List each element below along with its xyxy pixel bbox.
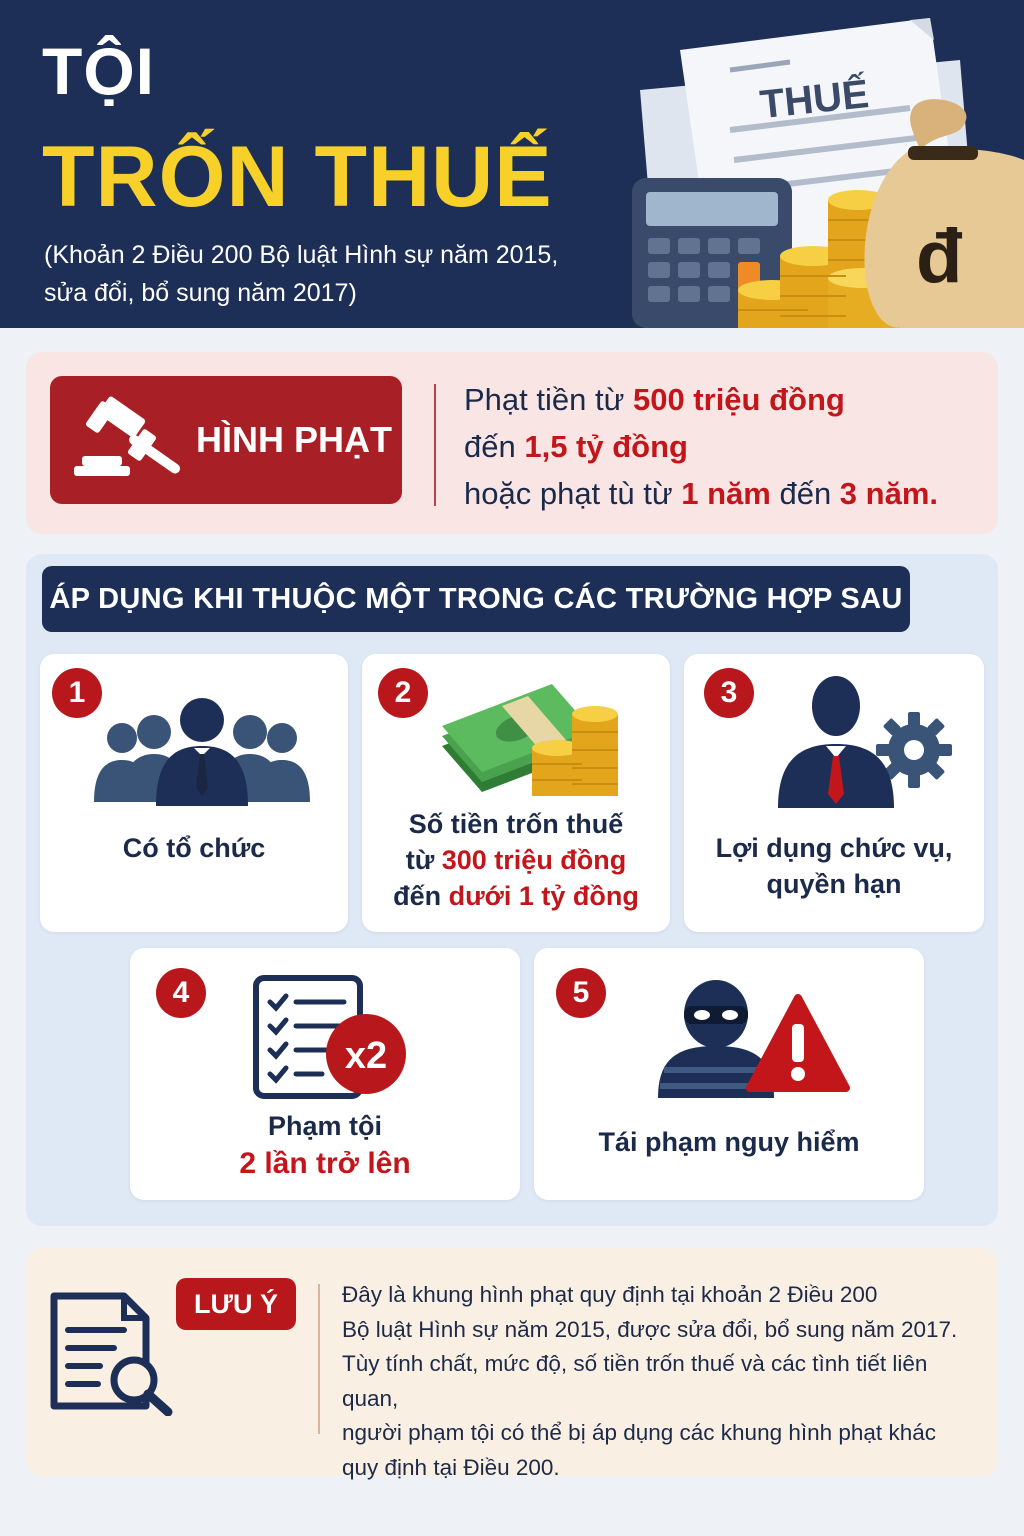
document-label: THUẾ: [757, 72, 871, 128]
case-number-badge: 3: [704, 668, 754, 718]
case-text: [362, 806, 670, 914]
bag-symbol: đ: [916, 214, 963, 299]
penalty-label: HÌNH PHẠT: [196, 419, 392, 460]
case-text: Tái phạm nguy hiểm: [598, 1127, 860, 1157]
divider: [434, 384, 436, 506]
case-text-line1: Phạm tội: [267, 1111, 382, 1141]
penalty-line3: hoặc phạt tù từ 1 năm đến 3 năm.: [464, 476, 939, 511]
checklist-repeat-icon: [248, 972, 408, 1102]
case-number-badge: 4: [156, 968, 206, 1018]
case-card-5: [534, 948, 924, 1200]
case-number-badge: 2: [378, 668, 428, 718]
penalty-section: [26, 352, 998, 534]
case-text-line2: quyền hạn: [766, 869, 902, 899]
case-number-badge: 1: [52, 668, 102, 718]
page-subtitle: [44, 236, 644, 312]
divider: [318, 1284, 320, 1434]
penalty-badge: [50, 376, 402, 504]
document-search-icon: [48, 1286, 178, 1416]
penalty-line2: đến 1,5 tỷ đồng: [464, 429, 688, 464]
tax-illustration: [620, 0, 1024, 328]
cases-section: [26, 554, 998, 1226]
group-people-icon: [92, 690, 312, 810]
note-line: Bộ luật Hình sự năm 2015, được sửa đổi, bổ sung năm 2017.: [342, 1316, 958, 1342]
note-section: [26, 1248, 998, 1480]
case-text-line2: từ 300 triệu đồng: [405, 845, 627, 875]
header-banner: [0, 0, 1024, 328]
case-text: Có tổ chức: [122, 833, 266, 863]
official-with-gear-icon: [774, 670, 954, 810]
penalty-description: [464, 376, 994, 517]
case-text-line1: Lợi dụng chức vụ,: [715, 833, 953, 863]
note-label: LƯU Ý: [176, 1278, 296, 1330]
case-text: [684, 830, 984, 902]
subtitle-line2: sửa đổi, bổ sung năm 2017): [44, 279, 357, 307]
gavel-icon: [70, 396, 190, 486]
note-line: quy định tại Điều 200.: [342, 1454, 560, 1480]
repeat-badge: x2: [344, 1035, 388, 1077]
cases-banner: [42, 566, 910, 632]
case-text-line3: đến dưới 1 tỷ đồng: [393, 881, 639, 911]
warning-triangle-icon: [750, 998, 846, 1088]
note-line: Tùy tính chất, mức độ, số tiền trốn thuế và các tình tiết liên quan,: [342, 1351, 928, 1411]
case-card-4: [130, 948, 520, 1200]
case-card-2: [362, 654, 670, 932]
cases-title: ÁP DỤNG KHI THUỘC MỘT TRONG CÁC TRƯỜNG HỢP SAU: [49, 583, 903, 615]
case-card-3: [684, 654, 984, 932]
note-line: người phạm tội có thể bị áp dụng các khung hình phạt khác: [342, 1420, 936, 1445]
note-text: [342, 1278, 982, 1485]
case-text-line1: Số tiền trốn thuế: [408, 809, 624, 839]
note-line: Đây là khung hình phạt quy định tại khoản 2 Điều 200: [342, 1282, 878, 1307]
case-text: [130, 1108, 520, 1184]
penalty-line1: Phạt tiền từ 500 triệu đồng: [464, 382, 845, 417]
money-stack-icon: [432, 680, 632, 800]
subtitle-line1: (Khoản 2 Điều 200 Bộ luật Hình sự năm 2015,: [44, 241, 559, 269]
thief-warning-icon: [650, 970, 850, 1100]
case-card-1: [40, 654, 348, 932]
case-text-line2: 2 lần trở lên: [239, 1147, 411, 1180]
case-number-badge: 5: [556, 968, 606, 1018]
page-title-line2: TRỐN THUẾ: [42, 129, 553, 225]
page-title-line1: TỘI: [42, 34, 155, 108]
